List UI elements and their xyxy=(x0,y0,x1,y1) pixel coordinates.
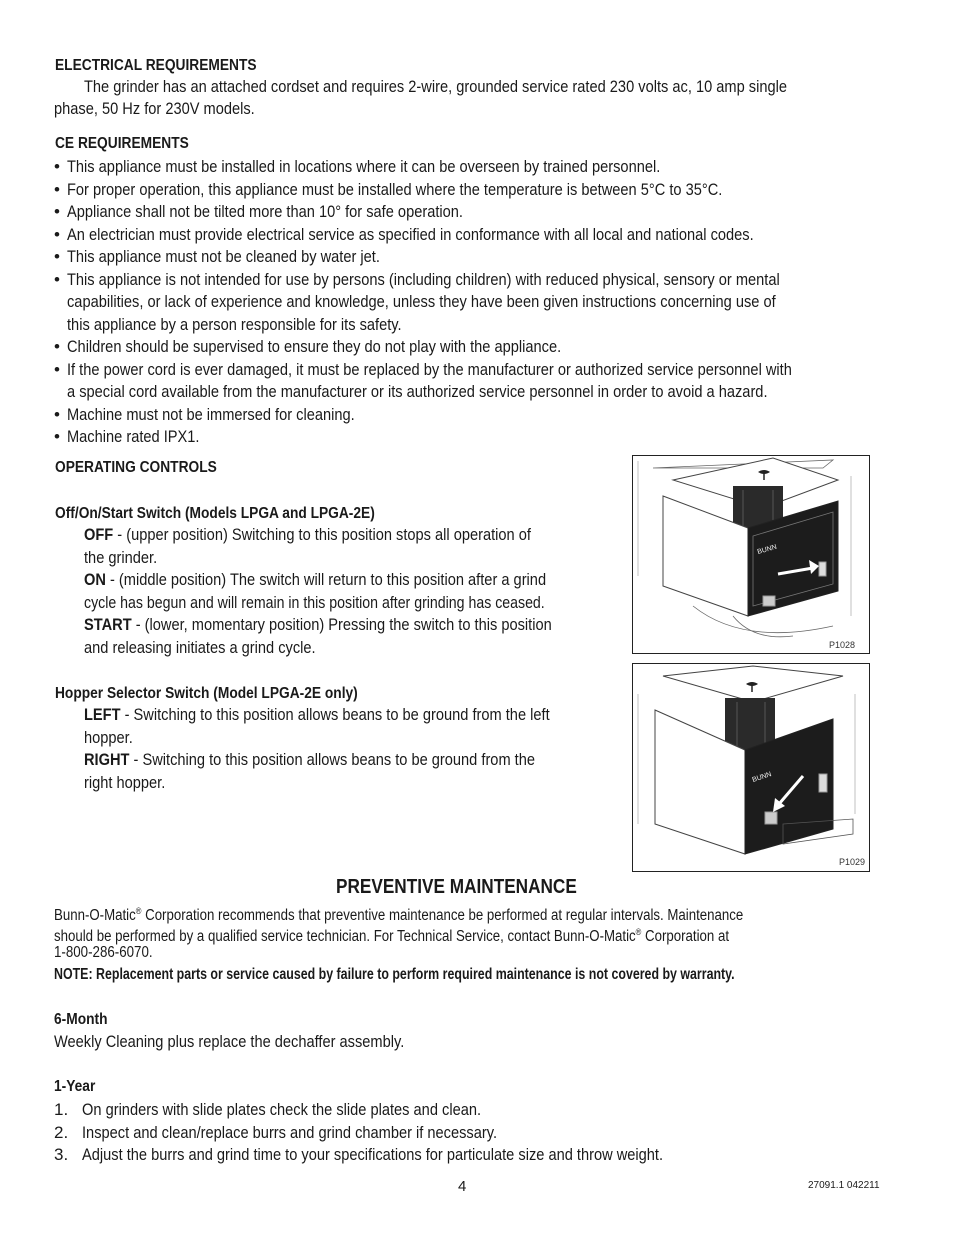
electrical-heading: ELECTRICAL REQUIREMENTS xyxy=(55,57,257,74)
ce-heading: CE REQUIREMENTS xyxy=(55,135,189,152)
switch2-heading: Hopper Selector Switch (Model LPGA-2E only) xyxy=(55,685,358,702)
ce-bullet-text: This appliance must not be cleaned by water jet. xyxy=(67,247,380,266)
maintenance-intro-line2: should be performed by a qualified service technician. For Technical Service, contact Bunn-O-Matic® Corporation at xyxy=(54,927,730,946)
start-description-cont: and releasing initiates a grind cycle. xyxy=(84,638,316,657)
switch1-heading: Off/On/Start Switch (Models LPGA and LPGA-2E) xyxy=(55,505,375,522)
electrical-text-line1: The grinder has an attached cordset and requires 2-wire, grounded service rated 230 volts ac, 10 amp single xyxy=(84,77,787,96)
ce-bullet-text: Machine must not be immersed for cleaning. xyxy=(67,404,355,424)
controls-heading: OPERATING CONTROLS xyxy=(55,459,217,476)
off-description-cont: the grinder. xyxy=(84,548,158,567)
figure-label-p1028: P1028 xyxy=(829,640,856,650)
ce-bullet-text: Machine rated IPX1. xyxy=(67,427,200,446)
item-number: 2. xyxy=(54,1122,69,1142)
bullet-icon: • xyxy=(54,202,60,221)
bullet-icon: • xyxy=(54,359,60,379)
six-month-text: Weekly Cleaning plus replace the dechaffer assembly. xyxy=(54,1032,405,1051)
maintenance-note: NOTE: Replacement parts or service caused by failure to perform required maintenance is not covered by warranty. xyxy=(54,966,735,983)
bullet-icon: • xyxy=(54,269,60,289)
bullet-icon: • xyxy=(54,179,60,199)
ce-bullet-text: This appliance must be installed in locations where it can be overseen by trained personnel. xyxy=(67,157,661,176)
ce-bullet-text: a special cord available from the manufacturer or its authorized service personnel in order to avoid a hazard. xyxy=(67,382,768,401)
ce-bullet-text: Appliance shall not be tilted more than 10° for safe operation. xyxy=(67,202,463,221)
bullet-icon: • xyxy=(54,247,60,266)
bullet-icon: • xyxy=(54,224,60,244)
ce-bullet-text: An electrician must provide electrical service as specified in conformance with all local and national codes. xyxy=(67,224,754,244)
on-description-cont: cycle has begun and will remain in this position after grinding has ceased. xyxy=(84,593,545,612)
bullet-icon: • xyxy=(54,427,60,446)
svg-text:BUNN: BUNN xyxy=(751,771,773,784)
on-description: ON - (middle position) The switch will return to this position after a grind xyxy=(84,570,547,589)
figure-p1028 xyxy=(632,455,870,654)
left-description: LEFT - Switching to this position allows beans to be ground from the left xyxy=(84,705,550,724)
ce-bullet-text: Children should be supervised to ensure they do not play with the appliance. xyxy=(67,337,562,356)
item-text: Inspect and clean/replace burrs and grind chamber if necessary. xyxy=(82,1122,498,1142)
maintenance-phone: 1-800-286-6070. xyxy=(54,944,153,961)
figure-p1029 xyxy=(632,663,870,872)
ce-bullet-text: If the power cord is ever damaged, it must be replaced by the manufacturer or authorized service personnel with xyxy=(67,359,792,379)
item-number: 1. xyxy=(54,1100,69,1119)
ce-bullet-text: capabilities, or lack of experience and knowledge, unless they have been given instructions concerning use of xyxy=(67,292,776,311)
figure-label-p1029: P1029 xyxy=(839,857,866,867)
maintenance-intro-line1: Bunn-O-Matic® Corporation recommends that preventive maintenance be performed at regular intervals. Maintenance xyxy=(54,906,744,925)
item-text: Adjust the burrs and grind time to your specifications for particulate size and throw weight. xyxy=(82,1145,664,1164)
page-number: 4 xyxy=(458,1178,467,1195)
bullet-icon: • xyxy=(54,404,60,424)
right-description: RIGHT - Switching to this position allows beans to be ground from the xyxy=(84,750,536,769)
left-description-cont: hopper. xyxy=(84,728,133,747)
ce-bullet-text: this appliance by a person responsible for its safety. xyxy=(67,314,402,334)
maintenance-title: PREVENTIVE MAINTENANCE xyxy=(336,876,577,898)
item-text: On grinders with slide plates check the slide plates and clean. xyxy=(82,1100,482,1119)
svg-text:BUNN: BUNN xyxy=(756,543,778,556)
one-year-heading: 1-Year xyxy=(54,1078,96,1095)
electrical-text-line2: phase, 50 Hz for 230V models. xyxy=(54,99,255,118)
start-description: START - (lower, momentary position) Pressing the switch to this position xyxy=(84,615,552,634)
ce-bullet-text: For proper operation, this appliance must be installed where the temperature is between 5°C to 35°C. xyxy=(67,179,723,199)
right-description-cont: right hopper. xyxy=(84,773,166,792)
hopper-switch-illustration xyxy=(633,664,868,870)
six-month-heading: 6-Month xyxy=(54,1011,108,1028)
document-number: 27091.1 042211 xyxy=(808,1180,880,1191)
grinder-switch-illustration xyxy=(633,456,868,652)
ce-bullet-text: This appliance is not intended for use by persons (including children) with reduced physical, sensory or mental xyxy=(67,269,780,289)
bullet-icon: • xyxy=(54,337,60,356)
bullet-icon: • xyxy=(54,157,60,176)
off-description: OFF - (upper position) Switching to this position stops all operation of xyxy=(84,525,531,544)
item-number: 3. xyxy=(54,1145,69,1164)
